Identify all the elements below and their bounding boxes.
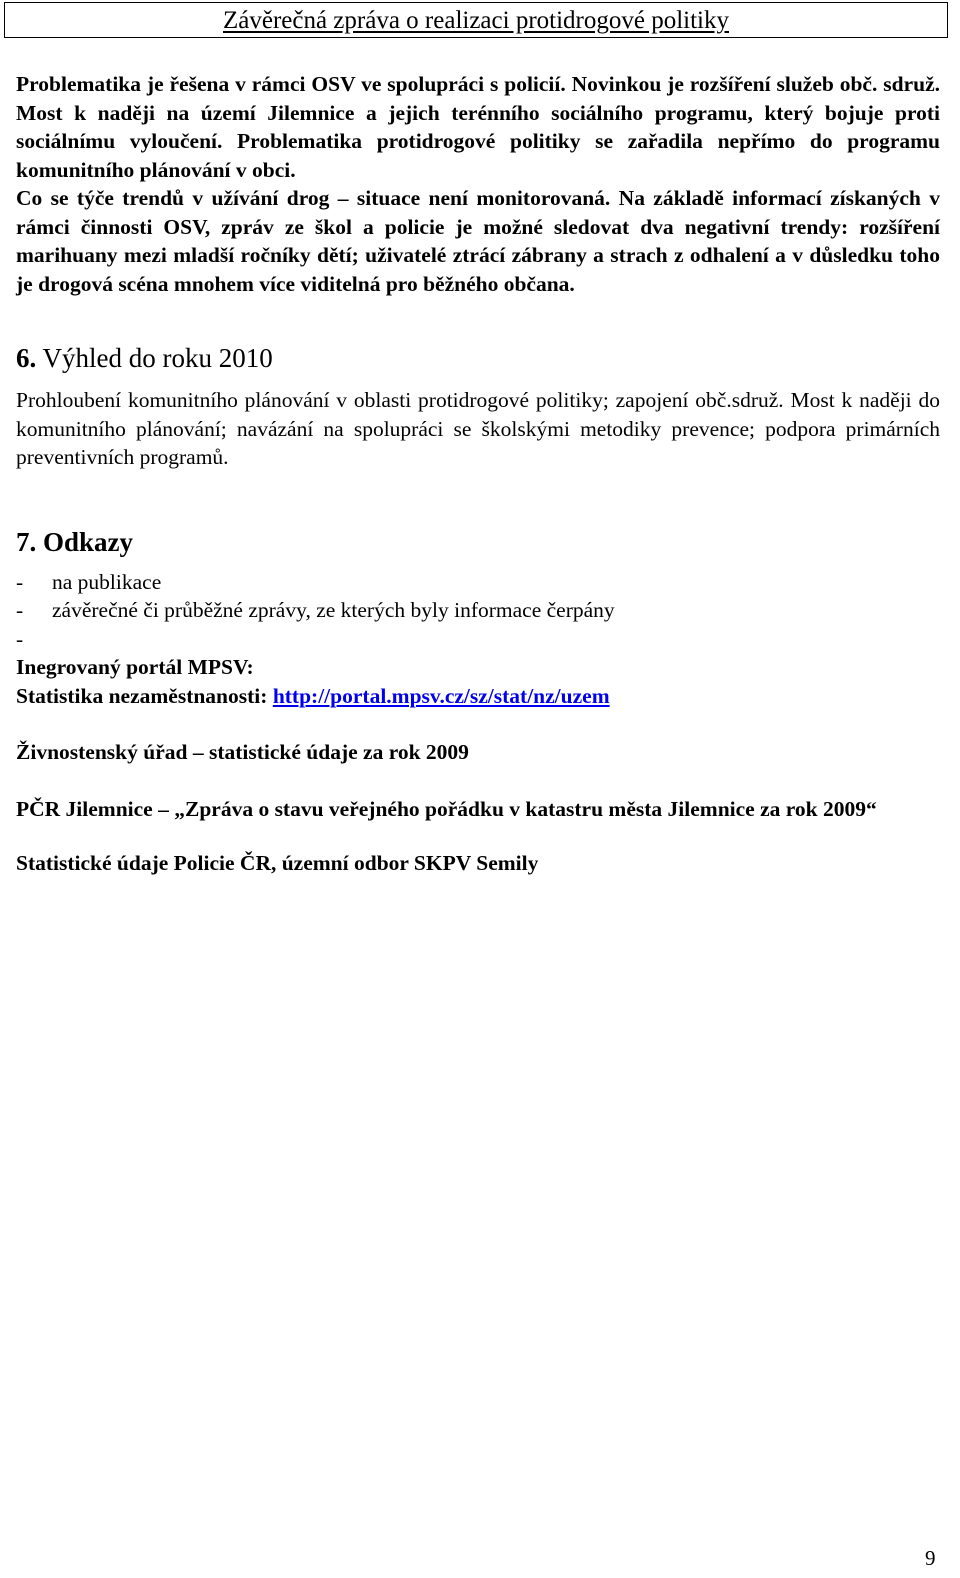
- list-item-text: na publikace: [52, 569, 162, 594]
- list-item: [16, 596, 940, 625]
- section-6-heading: [16, 342, 940, 374]
- section-6-title: Výhled do roku 2010: [42, 343, 273, 373]
- section-6-number: 6.: [16, 343, 37, 373]
- list-dash: -: [16, 626, 24, 651]
- list-item-text: závěrečné či průběžné zprávy, ze kterých byly informace čerpány: [52, 598, 615, 622]
- section-6-text: Prohloubení komunitního plánování v oblasti protidrogové politiky; zapojení obč.sdruž. Most k naději do komunitního plánování; navázání na spolupráci se školskými metodiky prevence; podpora primárních preventivních programů.: [16, 388, 940, 469]
- reference-trade-office: Živnostenský úřad – statistické údaje za rok 2009: [16, 740, 469, 764]
- paragraph-problematika: Problematika je řešena v rámci OSV ve spolupráci s policií. Novinkou je rozšíření služeb obč. sdruž. Most k naději na území Jilemnice a jejich terénního sociálního programu, který bojuje proti sociálnímu vyloučení. Problematika protidrogové politiky se zařadila nepřímo do programu komunitního plánování v obci.: [16, 72, 940, 182]
- list-dash: -: [16, 569, 24, 594]
- references-list: [16, 568, 940, 654]
- statistics-link[interactable]: http://portal.mpsv.cz/sz/stat/nz/uzem: [272, 683, 610, 708]
- section-7-number: 7.: [16, 526, 37, 557]
- reference-police-statistics: Statistické údaje Policie ČR, územní odbor SKPV Semily: [16, 851, 539, 875]
- document-title: Závěrečná zpráva o realizaci protidrogové politiky: [222, 7, 729, 34]
- document-body: [16, 70, 940, 878]
- reference-police-report: PČR Jilemnice – „Zpráva o stavu veřejného pořádku v katastru města Jilemnice za rok 2009“: [16, 796, 877, 821]
- page-number: 9: [925, 1546, 936, 1570]
- statistics-label: Statistika nezaměstnanosti:: [16, 683, 273, 708]
- section-7-heading: [16, 526, 940, 558]
- document-header: [4, 2, 948, 38]
- paragraph-trends: Co se týče trendů v užívání drog – situace není monitorovaná. Na základě informací získaných v rámci činnosti OSV, zpráv ze škol a policie je možné sledovat dva negativní trendy: rozšíření marihuany mezi mladší ročníky dětí; uživatelé ztrácí zábrany a strach z odhalení a v důsledku toho je drogová scéna mnohem více viditelná pro běžného občana.: [16, 186, 940, 296]
- section-7-title: Odkazy: [43, 526, 134, 557]
- list-item: [16, 568, 940, 597]
- portal-label: Inegrovaný portál MPSV:: [16, 655, 254, 679]
- list-dash: -: [16, 598, 24, 622]
- statistics-line: [16, 682, 940, 711]
- list-item: [16, 625, 940, 654]
